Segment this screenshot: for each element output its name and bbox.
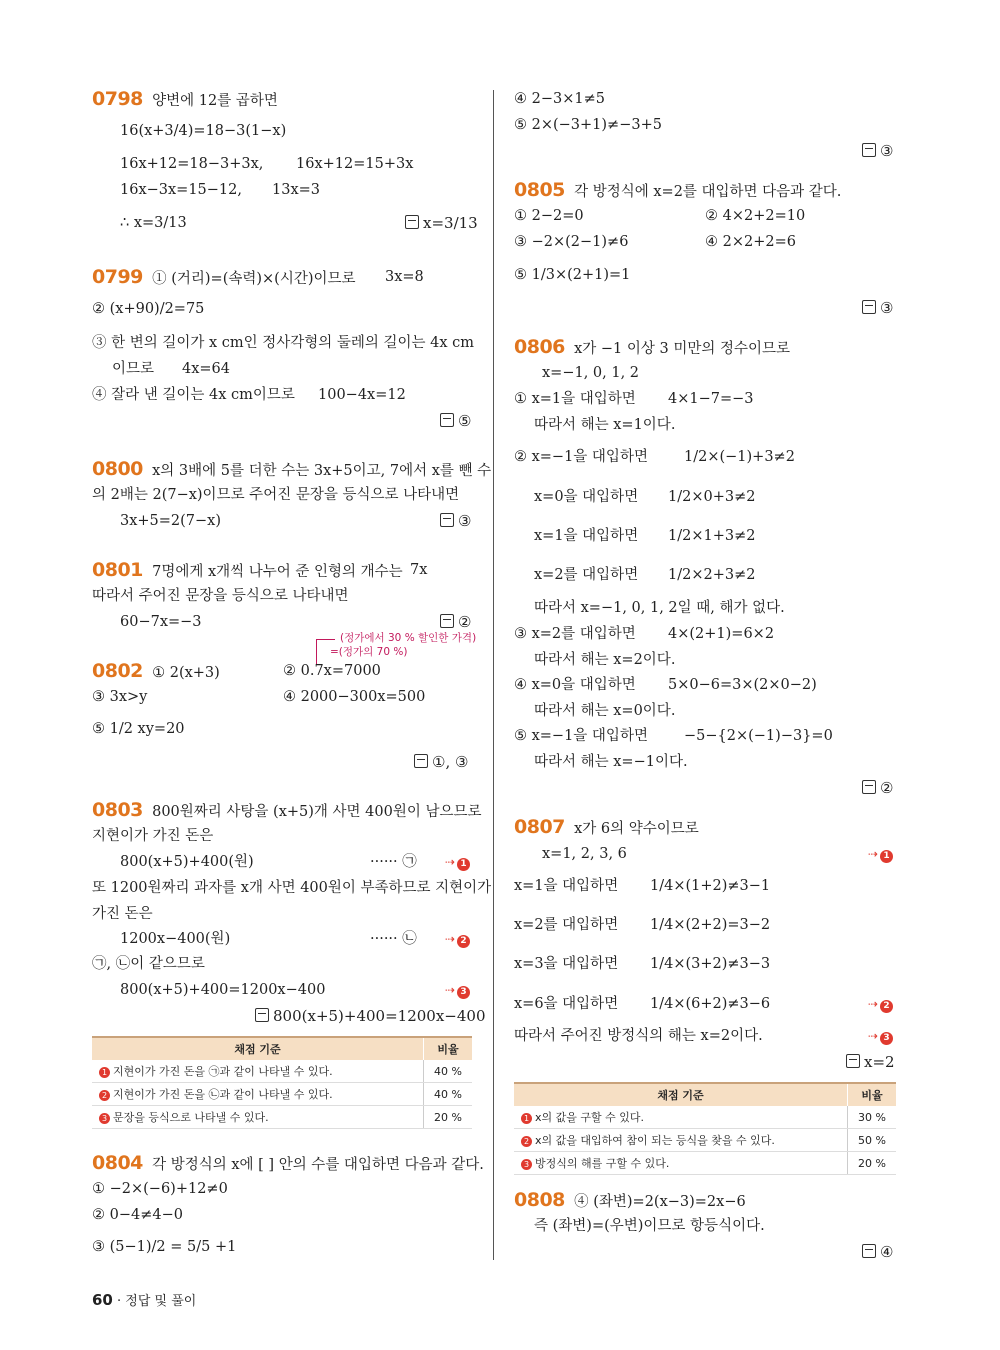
equation-line: 16(x+3/4)=18−3(1−x) bbox=[120, 123, 287, 139]
table-header: 채점 기준 bbox=[92, 1037, 424, 1060]
equation-mark: ······ ㉠ bbox=[370, 854, 417, 870]
equation-line: 1200x−400(원) bbox=[120, 931, 231, 947]
option: ③ 3x>y bbox=[92, 689, 148, 705]
text-line: 7명에게 x개씩 나누어 준 인형의 개수는 bbox=[152, 564, 403, 580]
equation-line: 1/4×(2+2)=3−2 bbox=[650, 917, 771, 933]
equation-line: 100−4x=12 bbox=[318, 387, 406, 403]
text-line: ④ 잘라 낸 길이는 4x cm이므로 bbox=[92, 387, 295, 403]
table-row bbox=[514, 1129, 896, 1152]
equation-line: 16x−3x=15−12, bbox=[120, 182, 242, 198]
equation-line: 16x+12=15+3x bbox=[296, 156, 414, 172]
text-line: ④ x=0을 대입하면 bbox=[514, 677, 636, 693]
answer-icon bbox=[414, 754, 428, 768]
problem-0807 bbox=[514, 818, 699, 838]
option: ④ 2000−300x=500 bbox=[283, 689, 426, 705]
text-line: 또 1200원짜리 과자를 x개 사면 400원이 부족하므로 지현이가 bbox=[92, 880, 492, 896]
text-line: 이므로 bbox=[112, 361, 155, 377]
table-cell: 50 % bbox=[848, 1129, 897, 1152]
problem-number: 0803 bbox=[92, 799, 143, 821]
text-line: 800원짜리 사탕을 (x+5)개 사면 400원이 남으므로 bbox=[152, 804, 482, 820]
answer-value: ② bbox=[880, 779, 894, 797]
page-number: 60 bbox=[92, 1291, 113, 1309]
step-bullet-icon: 1 bbox=[99, 1067, 110, 1078]
answer-icon bbox=[440, 614, 454, 628]
answer-icon bbox=[862, 300, 876, 314]
option: ③ (5−1)/2 = 5/5 +1 bbox=[92, 1239, 237, 1255]
text-line: 따라서 해는 x=1이다. bbox=[534, 417, 676, 433]
step-bullet-icon: 3 bbox=[99, 1113, 110, 1124]
option: ① −2×(−6)+12≠0 bbox=[92, 1181, 228, 1197]
step-marker-3: ⇢ 3 bbox=[868, 1027, 893, 1045]
text-line: 즉 (좌변)=(우변)이므로 항등식이다. bbox=[534, 1218, 765, 1234]
annotation-bracket bbox=[316, 639, 335, 664]
text-line: x=6을 대입하면 bbox=[514, 996, 619, 1012]
equation-line: 1/4×(1+2)≠3−1 bbox=[650, 878, 771, 894]
text-line: ① x=1을 대입하면 bbox=[514, 391, 636, 407]
option: ⑤ 1/2 xy=20 bbox=[92, 721, 185, 737]
text-line: x=1을 대입하면 bbox=[534, 528, 639, 544]
text-line: 따라서 주어진 문장을 등식으로 나타내면 bbox=[92, 588, 349, 604]
equation-line: 1/2×0+3≠2 bbox=[668, 489, 756, 505]
answer bbox=[440, 613, 471, 631]
answer bbox=[862, 779, 893, 797]
answer-value: ③ bbox=[880, 142, 894, 160]
equation-line: 1/2×(−1)+3≠2 bbox=[684, 449, 795, 465]
table-cell: 문장을 등식으로 나타낼 수 있다. bbox=[113, 1111, 269, 1124]
table-row bbox=[92, 1083, 472, 1106]
text-line: x=1을 대입하면 bbox=[514, 878, 619, 894]
table-header: 비율 bbox=[424, 1037, 473, 1060]
option: ② 0−4≠4−0 bbox=[92, 1207, 183, 1223]
text-line: x=2를 대입하면 bbox=[514, 917, 619, 933]
problem-0801 bbox=[92, 561, 403, 581]
step-marker-2: ⇢ 2 bbox=[868, 995, 893, 1013]
text-line: x=2를 대입하면 bbox=[534, 567, 639, 583]
text-line: 지현이가 가진 돈은 bbox=[92, 828, 214, 844]
answer bbox=[862, 299, 893, 317]
problem-0806 bbox=[514, 338, 790, 358]
problem-number: 0804 bbox=[92, 1152, 143, 1174]
problem-number: 0798 bbox=[92, 88, 143, 110]
answer-value: ①, ③ bbox=[432, 753, 469, 771]
table-cell: 지현이가 가진 돈을 ㉠과 같이 나타낼 수 있다. bbox=[113, 1065, 333, 1078]
answer-value: ⑤ bbox=[458, 412, 472, 430]
answer bbox=[862, 142, 893, 160]
text-line: 각 방정식의 x에 [ ] 안의 수를 대입하면 다음과 같다. bbox=[152, 1157, 484, 1173]
option: ③ −2×(2−1)≠6 bbox=[514, 234, 629, 250]
answer-value: x=3/13 bbox=[423, 214, 478, 232]
text-line: 따라서 해는 x=2이다. bbox=[534, 652, 676, 668]
table-cell: 20 % bbox=[848, 1152, 897, 1175]
answer-value: ③ bbox=[458, 512, 472, 530]
equation-line: 4×1−7=−3 bbox=[668, 391, 754, 407]
equation-line: −5−{2×(−1)−3}=0 bbox=[684, 728, 833, 744]
equation-line: x=1, 2, 3, 6 bbox=[542, 846, 627, 862]
equation-line: 16x+12=18−3+3x, bbox=[120, 156, 264, 172]
text-line: ② x=−1을 대입하면 bbox=[514, 449, 648, 465]
equation-line: 800(x+5)+400=1200x−400 bbox=[120, 982, 326, 998]
equation-line: 5×0−6=3×(2×0−2) bbox=[668, 677, 817, 693]
problem-0802 bbox=[92, 662, 220, 682]
table-cell: 지현이가 가진 돈을 ㉡과 같이 나타낼 수 있다. bbox=[113, 1088, 333, 1101]
problem-number: 0799 bbox=[92, 266, 143, 288]
text-line: ① (거리)=(속력)×(시간)이므로 bbox=[152, 271, 356, 287]
equation-line: 3x+5=2(7−x) bbox=[120, 513, 222, 529]
table-row bbox=[92, 1060, 472, 1083]
answer-value: ② bbox=[458, 613, 472, 631]
problem-number: 0800 bbox=[92, 458, 143, 480]
answer bbox=[846, 1053, 895, 1071]
option: ④ 2−3×1≠5 bbox=[514, 91, 605, 107]
problem-0808 bbox=[514, 1191, 746, 1211]
equation-line: 4x=64 bbox=[182, 361, 231, 377]
step-marker-1: ⇢ 1 bbox=[868, 845, 893, 863]
problem-0804 bbox=[92, 1154, 484, 1174]
problem-0799 bbox=[92, 268, 356, 288]
equation-line: 7x bbox=[410, 562, 428, 578]
step-bullet-icon: 2 bbox=[521, 1136, 532, 1147]
problem-number: 0807 bbox=[514, 816, 565, 838]
grading-table bbox=[514, 1082, 896, 1175]
option: ④ 2×2+2=6 bbox=[705, 234, 796, 250]
problem-0800 bbox=[92, 460, 491, 480]
equation-mark: ······ ㉡ bbox=[370, 931, 417, 947]
footer-label: 정답 및 풀이 bbox=[125, 1294, 197, 1309]
equation-line: ∴ x=3/13 bbox=[120, 215, 187, 231]
equation-line: 1/4×(3+2)≠3−3 bbox=[650, 956, 771, 972]
column-divider bbox=[493, 90, 494, 1260]
table-cell: x의 값을 대입하여 참이 되는 등식을 찾을 수 있다. bbox=[535, 1134, 775, 1147]
text-line: x가 6의 약수이므로 bbox=[574, 821, 699, 837]
equation-line: x=−1, 0, 1, 2 bbox=[542, 365, 640, 381]
problem-0798 bbox=[92, 90, 278, 110]
annotation-note: (정가에서 30 % 할인한 가격) bbox=[340, 632, 477, 644]
text-line: 양변에 12를 곱하면 bbox=[152, 93, 278, 109]
annotation-note: =(정가의 70 %) bbox=[330, 646, 408, 658]
table-cell: 20 % bbox=[424, 1106, 473, 1129]
text-line: x=3을 대입하면 bbox=[514, 956, 619, 972]
equation-line: 1/2×1+3≠2 bbox=[668, 528, 756, 544]
table-cell: 30 % bbox=[848, 1106, 897, 1129]
equation-line: 13x=3 bbox=[272, 182, 321, 198]
option: ① 2(x+3) bbox=[152, 665, 220, 681]
step-bullet-icon: 1 bbox=[521, 1113, 532, 1124]
answer-icon bbox=[862, 780, 876, 794]
step-marker-1: ⇢ 1 bbox=[445, 853, 470, 871]
equation-line: 4×(2+1)=6×2 bbox=[668, 626, 775, 642]
text-line: 따라서 해는 x=−1이다. bbox=[534, 754, 688, 770]
answer-value: ④ bbox=[880, 1243, 894, 1261]
table-row bbox=[514, 1152, 896, 1175]
answer-icon bbox=[255, 1008, 269, 1022]
text-line: 따라서 x=−1, 0, 1, 2일 때, 해가 없다. bbox=[534, 600, 785, 616]
step-bullet-icon: 3 bbox=[521, 1159, 532, 1170]
answer-icon bbox=[440, 413, 454, 427]
text-line: ③ x=2를 대입하면 bbox=[514, 626, 636, 642]
answer bbox=[440, 512, 471, 530]
problem-number: 0808 bbox=[514, 1189, 565, 1211]
text-line: ④ (좌변)=2(x−3)=2x−6 bbox=[574, 1194, 746, 1210]
answer bbox=[862, 1243, 893, 1261]
grading-table bbox=[92, 1036, 472, 1129]
answer-icon bbox=[440, 513, 454, 527]
answer bbox=[405, 214, 478, 232]
step-bullet-icon: 2 bbox=[99, 1090, 110, 1101]
text-line: 의 2배는 2(7−x)이므로 주어진 문장을 등식으로 나타내면 bbox=[92, 487, 460, 503]
text-line: x의 3배에 5를 더한 수는 3x+5이고, 7에서 x를 뺀 수 bbox=[152, 463, 492, 479]
option: ⑤ 2×(−3+1)≠−3+5 bbox=[514, 117, 662, 133]
answer-value: x=2 bbox=[864, 1053, 895, 1071]
equation-line: 800(x+5)+400(원) bbox=[120, 854, 254, 870]
table-cell: 방정식의 해를 구할 수 있다. bbox=[535, 1157, 670, 1170]
problem-number: 0801 bbox=[92, 559, 143, 581]
equation-line: 1/2×2+3≠2 bbox=[668, 567, 756, 583]
answer bbox=[255, 1007, 486, 1025]
answer-icon bbox=[846, 1054, 860, 1068]
text-line: 따라서 주어진 방정식의 해는 x=2이다. bbox=[514, 1028, 763, 1044]
answer-value: ③ bbox=[880, 299, 894, 317]
table-cell: x의 값을 구할 수 있다. bbox=[535, 1111, 644, 1124]
problem-0805 bbox=[514, 181, 841, 201]
answer-value: 800(x+5)+400=1200x−400 bbox=[273, 1007, 486, 1025]
equation-line: 60−7x=−3 bbox=[120, 614, 202, 630]
text-line: ㉠, ㉡이 같으므로 bbox=[92, 956, 205, 972]
page-footer: 60 · 정답 및 풀이 bbox=[92, 1291, 197, 1309]
option: ② 4×2+2=10 bbox=[705, 208, 806, 224]
answer-icon bbox=[862, 1244, 876, 1258]
equation-line: 1/4×(6+2)≠3−6 bbox=[650, 996, 771, 1012]
answer-icon bbox=[862, 143, 876, 157]
table-row bbox=[514, 1106, 896, 1129]
table-cell: 40 % bbox=[424, 1060, 473, 1083]
problem-number: 0802 bbox=[92, 660, 143, 682]
option: ② 0.7x=7000 bbox=[283, 663, 381, 679]
table-header: 비율 bbox=[848, 1083, 897, 1106]
table-cell: 40 % bbox=[424, 1083, 473, 1106]
equation-line: 3x=8 bbox=[385, 269, 424, 285]
text-line: ⑤ x=−1을 대입하면 bbox=[514, 728, 648, 744]
problem-0803 bbox=[92, 801, 481, 821]
problem-number: 0805 bbox=[514, 179, 565, 201]
step-marker-3: ⇢ 3 bbox=[445, 981, 470, 999]
answer bbox=[414, 753, 468, 771]
step-marker-2: ⇢ 2 bbox=[445, 930, 470, 948]
option: ① 2−2=0 bbox=[514, 208, 584, 224]
text-line: ③ 한 변의 길이가 x cm인 정사각형의 둘레의 길이는 4x cm bbox=[92, 335, 475, 351]
answer bbox=[440, 412, 471, 430]
equation-line: ② (x+90)/2=75 bbox=[92, 301, 205, 317]
problem-number: 0806 bbox=[514, 336, 565, 358]
table-header: 채점 기준 bbox=[514, 1083, 848, 1106]
text-line: x=0을 대입하면 bbox=[534, 489, 639, 505]
table-row bbox=[92, 1106, 472, 1129]
answer-icon bbox=[405, 215, 419, 229]
text-line: 따라서 해는 x=0이다. bbox=[534, 703, 676, 719]
text-line: x가 −1 이상 3 미만의 정수이므로 bbox=[574, 341, 791, 357]
text-line: 각 방정식에 x=2를 대입하면 다음과 같다. bbox=[574, 184, 842, 200]
option: ⑤ 1/3×(2+1)=1 bbox=[514, 267, 631, 283]
text-line: 가진 돈은 bbox=[92, 906, 153, 922]
